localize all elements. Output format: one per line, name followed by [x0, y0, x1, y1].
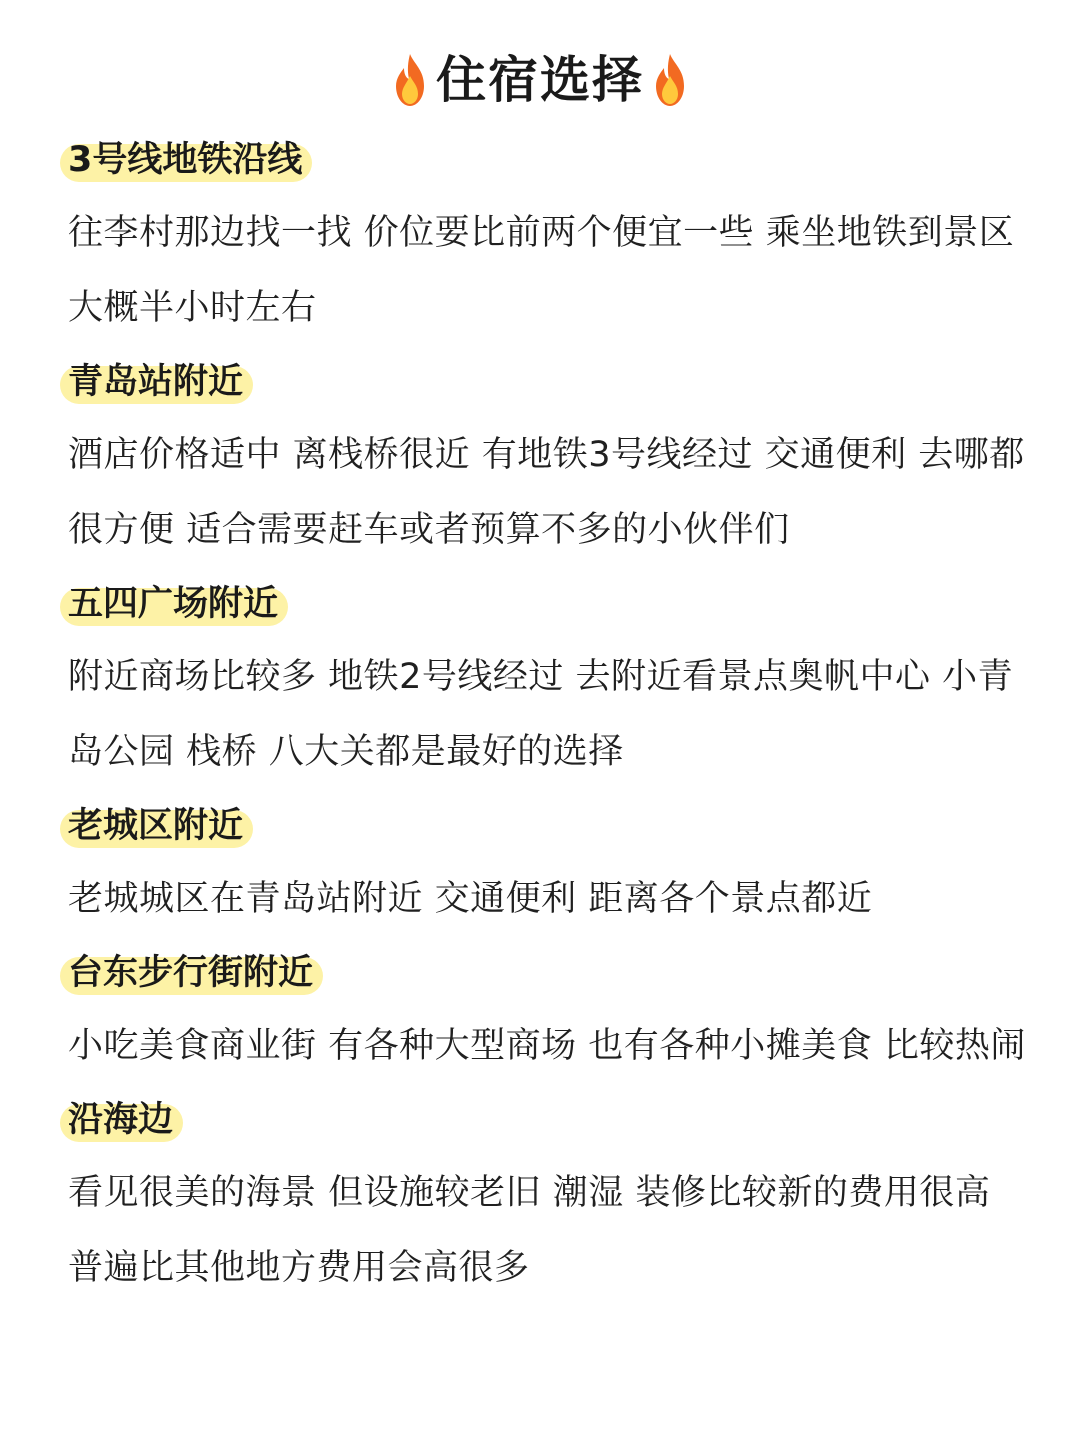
title-row [0, 40, 1080, 120]
fire-icon [390, 52, 430, 108]
section-body: 酒店价格适中 离栈桥很近 有地铁3号线经过 交通便利 去哪都很方便 适合需要赶车或者预算不多的小伙伴们 [68, 435, 1025, 550]
heading-text: 青岛站附近 [68, 362, 244, 402]
section-body: 附近商场比较多 地铁2号线经过 去附近看景点奥帆中心 小青岛公园 栈桥 八大关都是最好的选择 [68, 657, 1014, 772]
section-body: 往李村那边找一找 价位要比前两个便宜一些 乘坐地铁到景区大概半小时左右 [68, 213, 1015, 328]
heading-text: 沿海边 [68, 1100, 174, 1140]
section-heading [68, 798, 243, 854]
section [68, 945, 1028, 1084]
section-heading [68, 1092, 173, 1148]
content [68, 132, 1028, 1314]
section-heading [68, 576, 278, 632]
fire-icon [650, 52, 690, 108]
heading-text: 五四广场附近 [68, 584, 279, 624]
section [68, 132, 1028, 346]
heading-text: 台东步行街附近 [68, 953, 314, 993]
page-title: 住宿选择 [436, 51, 644, 109]
heading-text: 3号线地铁沿线 [68, 140, 303, 180]
section-heading [68, 132, 302, 188]
section [68, 354, 1028, 568]
section-body: 小吃美食商业街 有各种大型商场 也有各种小摊美食 比较热闹 [68, 1026, 1026, 1066]
section-body: 看见很美的海景 但设施较老旧 潮湿 装修比较新的费用很高 普遍比其他地方费用会高很多 [68, 1173, 991, 1288]
heading-text: 老城区附近 [68, 806, 244, 846]
section-body: 老城城区在青岛站附近 交通便利 距离各个景点都近 [68, 879, 873, 919]
section-heading [68, 354, 243, 410]
section-heading [68, 945, 313, 1001]
section [68, 798, 1028, 937]
section [68, 576, 1028, 790]
section [68, 1092, 1028, 1306]
